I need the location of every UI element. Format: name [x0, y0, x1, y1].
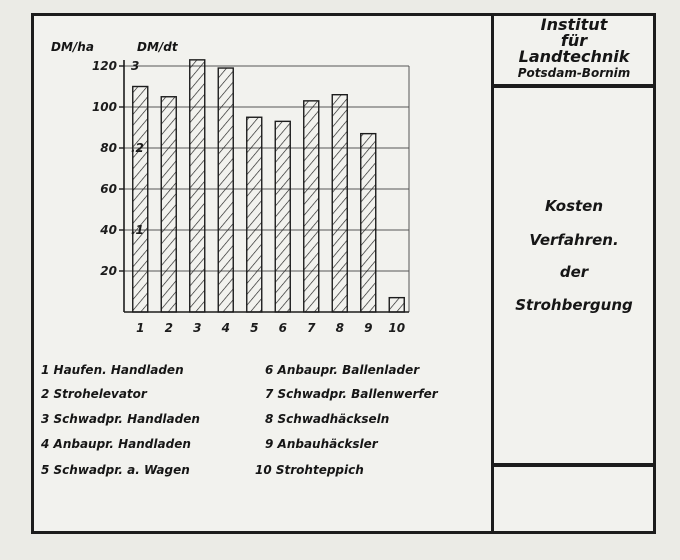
legend-item-8: 8 Schwadhäckseln — [265, 412, 390, 426]
y-tick-left-40: 40 — [100, 223, 117, 237]
y-tick-left-20: 20 — [100, 264, 117, 278]
x-tick-label-8: 8 — [335, 321, 344, 335]
bar-3 — [190, 60, 205, 312]
bar-5 — [247, 117, 262, 312]
legend-item-1: 1 Haufen. Handladen — [41, 363, 184, 377]
y-tick-left-80: 80 — [100, 141, 117, 155]
chart-title-line-1: Kosten — [544, 197, 604, 215]
legend-item-5: 5 Schwadpr. a. Wagen — [41, 463, 190, 477]
y-tick-left-100: 100 — [91, 100, 117, 114]
legend-item-10: 10 Strohteppich — [255, 463, 364, 477]
y-tick-right-.2: .2 — [131, 141, 144, 155]
legend-item-2: 2 Strohelevator — [41, 387, 147, 401]
bar-7 — [304, 101, 319, 312]
bar-10 — [389, 298, 404, 312]
y-axis-label-left: DM/ha — [51, 40, 94, 54]
x-tick-label-2: 2 — [164, 321, 173, 335]
bar-8 — [332, 95, 347, 312]
legend-item-6: 6 Anbaupr. Ballenlader — [265, 363, 420, 377]
chart-title-line-4: Strohbergung — [515, 296, 633, 314]
bar-1 — [133, 87, 148, 313]
y-tick-right-.1: .1 — [131, 223, 144, 237]
x-tick-label-6: 6 — [278, 321, 287, 335]
chart-title-line-3: der — [559, 263, 589, 281]
y-tick-left-120: 120 — [91, 59, 117, 73]
x-tick-label-7: 7 — [307, 321, 316, 335]
x-tick-label-10: 10 — [388, 321, 406, 335]
bar-9 — [361, 134, 376, 312]
legend-item-7: 7 Schwadpr. Ballenwerfer — [265, 387, 438, 401]
x-tick-label-5: 5 — [250, 321, 259, 335]
y-axis-label-right: DM/dt — [137, 40, 178, 54]
legend-item-9: 9 Anbauhäcksler — [265, 437, 378, 451]
institute-line-3: Landtechnik — [518, 47, 630, 66]
x-tick-label-3: 3 — [193, 321, 202, 335]
y-tick-right-3: 3 — [131, 59, 140, 73]
chart-title-line-2: Verfahren. — [529, 231, 619, 249]
institute-line-1: Institut — [540, 15, 608, 34]
y-tick-left-60: 60 — [100, 182, 117, 196]
x-tick-label-4: 4 — [221, 321, 230, 335]
institute-line-2: für — [560, 31, 588, 50]
institute-line-4: Potsdam-Bornim — [517, 66, 631, 80]
x-tick-label-9: 9 — [364, 321, 373, 335]
bar-2 — [161, 97, 176, 312]
bar-6 — [275, 121, 290, 312]
legend-item-4: 4 Anbaupr. Handladen — [41, 437, 191, 451]
legend-item-3: 3 Schwadpr. Handladen — [41, 412, 200, 426]
bar-4 — [218, 68, 233, 312]
x-tick-label-1: 1 — [136, 321, 145, 335]
